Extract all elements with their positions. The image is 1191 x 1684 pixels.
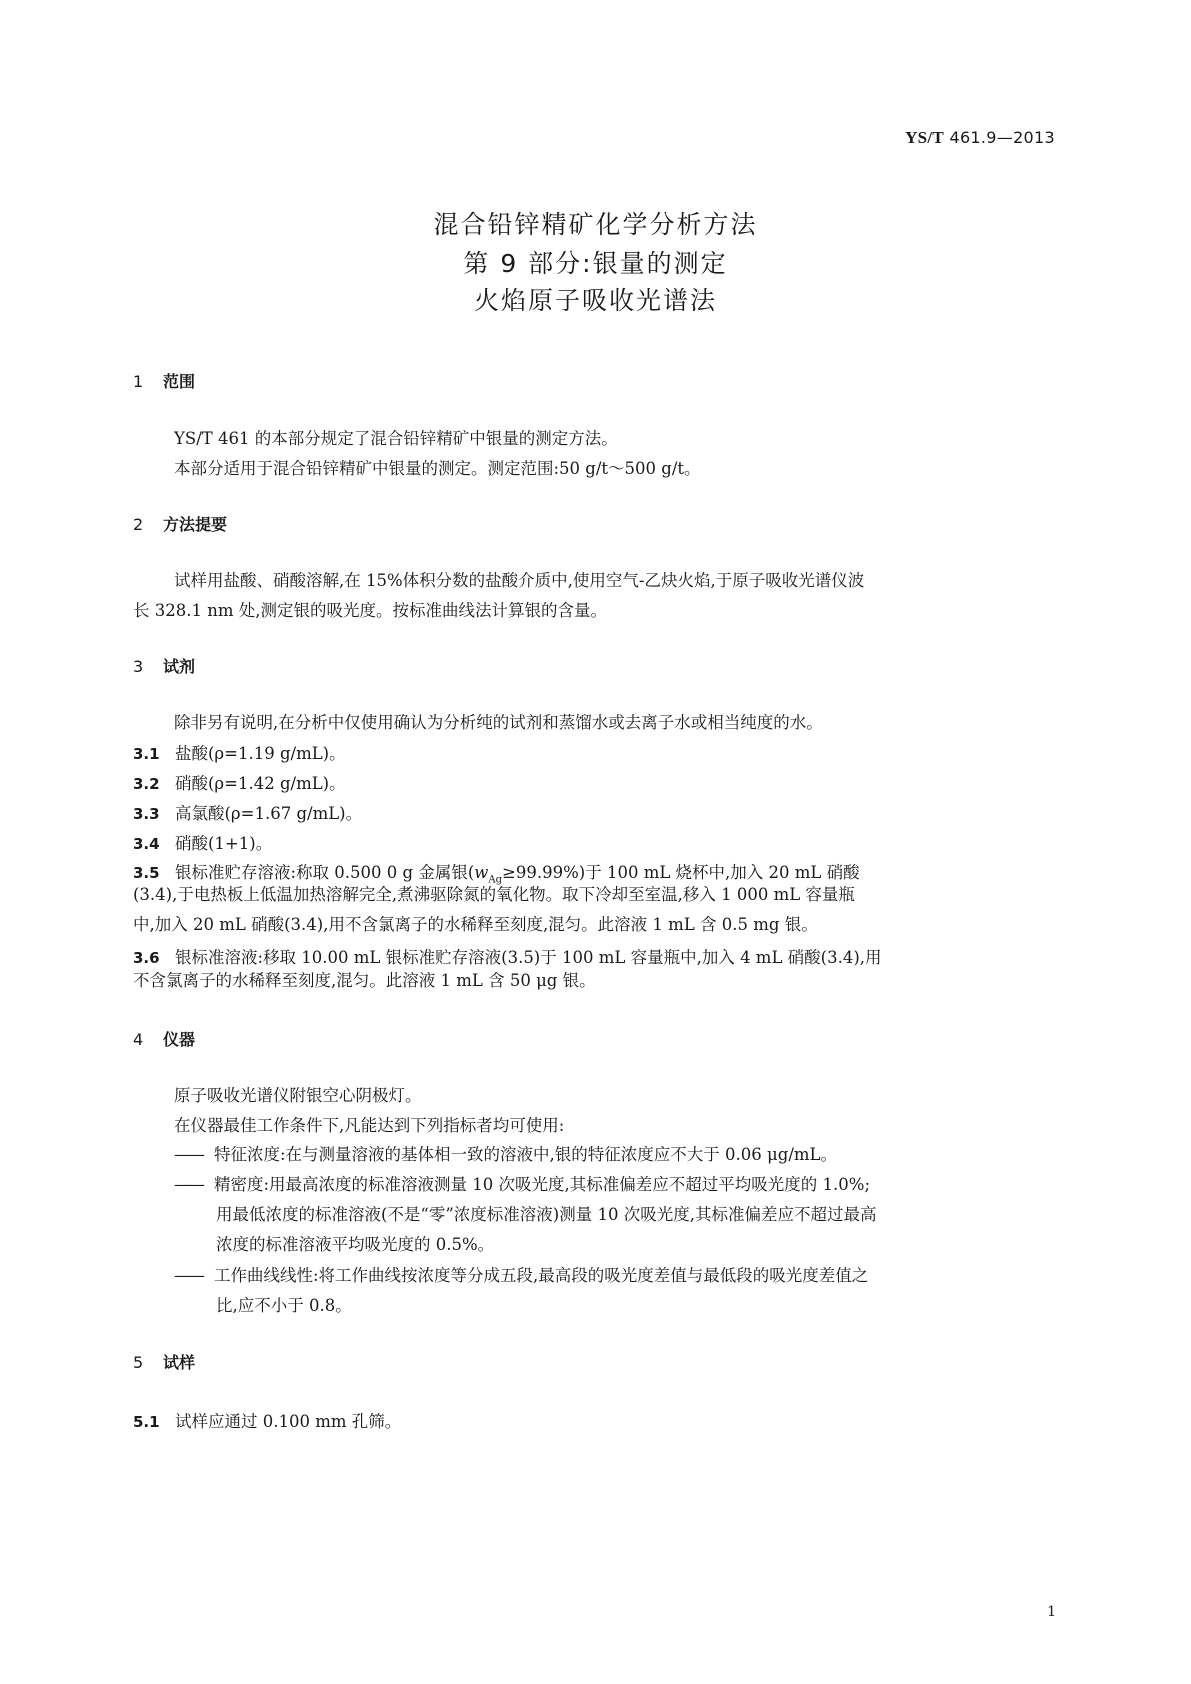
item-text-cont: ≥99.99%)于 100 mL 烧杯中,加入 20 mL 硝酸 — [502, 863, 860, 882]
section-3-heading — [133, 654, 195, 677]
section-title: 仪器 — [163, 1030, 196, 1049]
criterion-3-line-2: 比,应不小于 0.8。 — [216, 1296, 352, 1315]
criterion-text: 工作曲线线性:将工作曲线按浓度等分成五段,最高段的吸光度差值与最低段的吸光度差值之 — [214, 1266, 869, 1285]
page-number: 1 — [1047, 1604, 1056, 1620]
section-1-paragraph-1: YS/T 461 的本部分规定了混合铅锌精矿中银量的测定方法。 — [174, 429, 618, 448]
standard-code — [905, 128, 1055, 148]
item-number: 3.3 — [133, 805, 160, 823]
standard-prefix: YS/T — [905, 128, 945, 147]
section-2-line-2: 长 328.1 nm 处,测定银的吸光度。按标准曲线法计算银的含量。 — [133, 601, 607, 620]
item-3-5-line-3: 中,加入 20 mL 硝酸(3.4),用不含氯离子的水稀释至刻度,混匀。此溶液 1 mL 含 0.5 mg 银。 — [133, 915, 818, 934]
criterion-1 — [174, 1141, 837, 1165]
item-3-6-line-2: 不含氯离子的水稀释至刻度,混匀。此溶液 1 mL 含 50 μg 银。 — [133, 971, 596, 990]
item-number: 3.1 — [133, 745, 160, 763]
item-text: 银标准溶液:移取 10.00 mL 银标准贮存溶液(3.5)于 100 mL 容量瓶中,加入 4 mL 硝酸(3.4),用 — [175, 948, 882, 967]
criterion-text: 特征浓度:在与测量溶液的基体相一致的溶液中,银的特征浓度应不大于 0.06 μg/mL。 — [214, 1145, 837, 1164]
item-number: 3.6 — [133, 949, 160, 967]
title-line-1: 混合铅锌精矿化学分析方法 — [433, 210, 758, 239]
symbol-w: w — [474, 863, 489, 882]
item-number: 5.1 — [133, 1413, 160, 1431]
section-3-intro: 除非另有说明,在分析中仅使用确认为分析纯的试剂和蒸馏水或去离子水或相当纯度的水。 — [174, 713, 823, 732]
dash-marker: —— — [174, 1175, 203, 1194]
section-4-paragraph-1: 原子吸收光谱仪附银空心阴极灯。 — [174, 1086, 422, 1105]
item-text: 硝酸(ρ=1.42 g/mL)。 — [175, 774, 346, 793]
item-text: 盐酸(ρ=1.19 g/mL)。 — [175, 744, 346, 763]
section-title: 范围 — [163, 372, 196, 391]
section-4-heading — [133, 1027, 195, 1050]
section-5-heading — [133, 1350, 195, 1373]
standard-number: 461.9—2013 — [949, 128, 1055, 147]
item-text: 试样应通过 0.100 mm 孔筛。 — [175, 1412, 402, 1431]
section-number: 1 — [133, 372, 144, 391]
item-3-2 — [133, 770, 346, 794]
item-number: 3.2 — [133, 775, 160, 793]
item-text: 银标准贮存溶液:称取 0.500 0 g 金属银( — [175, 863, 475, 882]
criterion-3 — [174, 1262, 868, 1286]
section-2-heading — [133, 512, 227, 535]
section-title: 试剂 — [163, 657, 196, 676]
item-text: 高氯酸(ρ=1.67 g/mL)。 — [175, 804, 363, 823]
section-number: 3 — [133, 657, 144, 676]
item-5-1 — [133, 1408, 401, 1432]
section-1-paragraph-2: 本部分适用于混合铅锌精矿中银量的测定。测定范围:50 g/t～500 g/t。 — [174, 459, 701, 478]
title-line-2: 第 9 部分:银量的测定 — [463, 249, 728, 278]
section-number: 4 — [133, 1030, 144, 1049]
item-3-3 — [133, 800, 362, 824]
section-number: 2 — [133, 515, 144, 534]
dash-marker: —— — [174, 1145, 203, 1164]
item-3-5-line-2: (3.4),于电热板上低温加热溶解完全,煮沸驱除氮的氧化物。取下冷却至室温,移入 1 000 mL 容量瓶 — [133, 885, 855, 904]
item-number: 3.5 — [133, 864, 160, 882]
item-3-6 — [133, 944, 882, 968]
title-line-3: 火焰原子吸收光谱法 — [473, 286, 717, 315]
item-3-1 — [133, 740, 346, 764]
item-3-4 — [133, 830, 272, 854]
section-number: 5 — [133, 1353, 144, 1372]
item-number: 3.4 — [133, 835, 160, 853]
item-text: 硝酸(1+1)。 — [175, 834, 273, 853]
subscript-ag: Ag — [488, 874, 503, 886]
section-2-line-1: 试样用盐酸、硝酸溶解,在 15%体积分数的盐酸介质中,使用空气-乙炔火焰,于原子吸收光谱仪波 — [174, 571, 865, 590]
criterion-2-line-2: 用最低浓度的标准溶液(不是“零”浓度标准溶液)测量 10 次吸光度,其标准偏差应不超过最高 — [216, 1205, 877, 1224]
criterion-2 — [174, 1171, 870, 1195]
section-1-heading — [133, 369, 195, 392]
section-title: 试样 — [163, 1353, 196, 1372]
dash-marker: —— — [174, 1266, 203, 1285]
section-4-paragraph-2: 在仪器最佳工作条件下,凡能达到下列指标者均可使用: — [174, 1116, 565, 1135]
section-title: 方法提要 — [163, 515, 228, 534]
criterion-text: 精密度:用最高浓度的标准溶液测量 10 次吸光度,其标准偏差应不超过平均吸光度的 1.0%; — [214, 1175, 871, 1194]
criterion-2-line-3: 浓度的标准溶液平均吸光度的 0.5%。 — [216, 1235, 495, 1254]
